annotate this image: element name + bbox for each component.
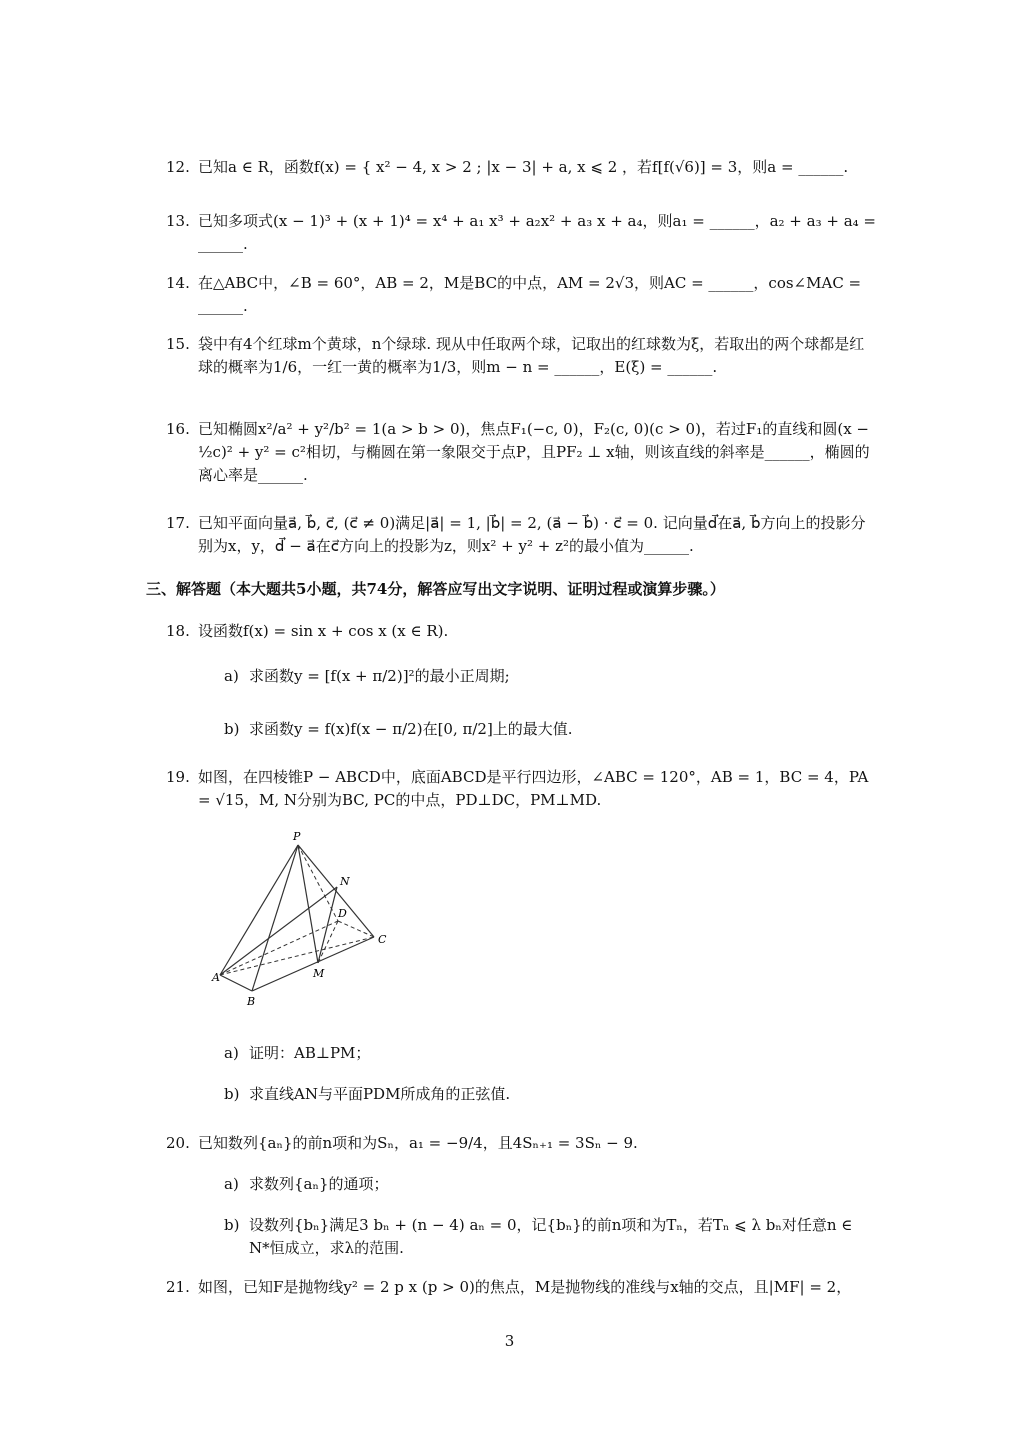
part-label: a) — [224, 1044, 239, 1062]
page-number: 3 — [504, 1332, 515, 1350]
question-number: 19. — [166, 768, 190, 786]
q18-part-b — [224, 718, 874, 741]
edge-PA — [220, 845, 298, 975]
question-19 — [166, 766, 876, 812]
question-text: 已知数列{aₙ}的前n项和为Sₙ，a₁ = −9/4，且4Sₙ₊₁ = 3Sₙ − 9. — [198, 1134, 638, 1152]
question-text: 已知平面向量a⃗, b⃗, c⃗, (c⃗ ≠ 0)满足|a⃗| = 1, |b⃗| = 2, (a⃗ − b⃗) · c⃗ = 0. 记向量d⃗在a⃗, b⃗方向上的投影分别为x，y，d⃗ − a⃗在c⃗方向上的投影为z，则x² + y² + z²的最小值为______. — [198, 514, 866, 555]
question-17 — [166, 512, 876, 558]
pyramid-figure — [200, 825, 400, 1015]
question-20 — [166, 1132, 876, 1155]
part-text: 求函数y = f(x)f(x − π/2)在[0, π/2]上的最大值. — [249, 720, 573, 738]
q19-part-a — [224, 1042, 874, 1065]
part-text: 求直线AN与平面PDM所成角的正弦值. — [249, 1085, 511, 1103]
part-label: b) — [224, 1216, 240, 1234]
question-number: 20. — [166, 1134, 190, 1152]
question-text: 如图，已知F是抛物线y² = 2 p x (p > 0)的焦点，M是抛物线的准线与x轴的交点，且|MF| = 2， — [198, 1278, 852, 1296]
question-number: 21. — [166, 1278, 190, 1296]
edge-PB — [252, 845, 298, 991]
question-15 — [166, 333, 876, 379]
question-text: 已知多项式(x − 1)³ + (x + 1)⁴ = x⁴ + a₁ x³ + a₂x² + a₃ x + a₄，则a₁ = ______，a₂ + a₃ + a₄ = ______. — [198, 212, 876, 253]
part-text: 证明：AB⊥PM； — [249, 1044, 371, 1062]
question-number: 16. — [166, 420, 190, 438]
part-text: 求数列{aₙ}的通项； — [249, 1175, 389, 1193]
question-text: 设函数f(x) = sin x + cos x (x ∈ R). — [198, 622, 449, 640]
label-P: P — [293, 830, 301, 843]
question-text: 已知a ∈ R，函数f(x) = { x² − 4, x > 2 ; |x − 3| + a, x ⩽ 2 ，若f[f(√6)] = 3，则a = ______. — [198, 158, 849, 176]
label-B: B — [247, 995, 256, 1008]
question-13 — [166, 210, 876, 256]
label-C: C — [378, 933, 387, 946]
part-label: b) — [224, 1085, 240, 1103]
question-12 — [166, 156, 876, 179]
question-16 — [166, 418, 876, 487]
part-label: a) — [224, 1175, 239, 1193]
question-number: 12. — [166, 158, 190, 176]
edge-AC — [220, 937, 374, 975]
question-number: 18. — [166, 622, 190, 640]
part-label: a) — [224, 667, 239, 685]
question-text: 已知椭圆x²/a² + y²/b² = 1(a > b > 0)，焦点F₁(−c, 0)，F₂(c, 0)(c > 0)，若过F₁的直线和圆(x − ½c)² + y² = c²相切，与椭圆在第一象限交于点P，且PF₂ ⊥ x轴，则该直线的斜率是______，椭圆的离心率是______. — [198, 420, 870, 484]
question-18 — [166, 620, 876, 643]
question-number: 14. — [166, 274, 190, 292]
question-number: 15. — [166, 335, 190, 353]
edge-DM — [318, 921, 338, 963]
question-text: 如图，在四棱锥P − ABCD中，底面ABCD是平行四边形，∠ABC = 120°，AB = 1，BC = 4，PA = √15，M, N分别为BC, PC的中点，PD⊥DC，PM⊥MD. — [198, 768, 869, 809]
part-text: 设数列{bₙ}满足3 bₙ + (n − 4) aₙ = 0，记{bₙ}的前n项和为Tₙ，若Tₙ ⩽ λ bₙ对任意n ∈ N*恒成立，求λ的范围. — [249, 1216, 853, 1257]
q19-part-b — [224, 1083, 874, 1106]
question-text: 在△ABC中，∠B = 60°，AB = 2，M是BC的中点，AM = 2√3，则AC = ______，cos∠MAC = ______. — [198, 274, 862, 315]
q20-part-a — [224, 1173, 874, 1196]
section-title: 三、解答题（本大题共5小题，共74分，解答应写出文字说明、证明过程或演算步骤。） — [146, 580, 725, 598]
q20-part-b — [224, 1214, 874, 1260]
label-D: D — [338, 907, 347, 920]
label-M: M — [313, 967, 325, 980]
question-14 — [166, 272, 876, 318]
label-N: N — [340, 875, 350, 888]
part-label: b) — [224, 720, 240, 738]
question-number: 17. — [166, 514, 190, 532]
part-text: 求函数y = [f(x + π/2)]²的最小正周期; — [249, 667, 510, 685]
edge-AB — [220, 975, 252, 991]
question-number: 13. — [166, 212, 190, 230]
edge-DC — [338, 921, 374, 937]
question-text: 袋中有4个红球m个黄球，n个绿球. 现从中任取两个球，记取出的红球数为ξ，若取出的两个球都是红球的概率为1/6，一红一黄的概率为1/3，则m − n = ______，E(ξ) = ______. — [198, 335, 865, 376]
label-A: A — [212, 971, 220, 984]
edge-BC — [252, 937, 374, 991]
question-21 — [166, 1276, 876, 1299]
q18-part-a — [224, 665, 874, 688]
